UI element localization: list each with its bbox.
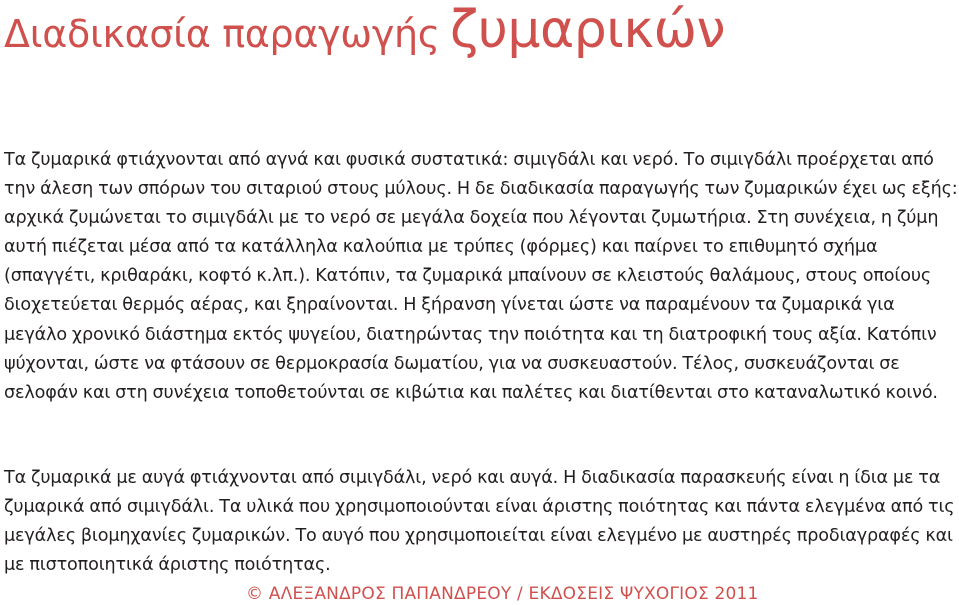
page-title [4,0,726,60]
copyright-footer: © ΑΛΕΞΑΝΔΡΟΣ ΠΑΠΑΝΔΡΕΟΥ / ΕΚΔΟΣΕΙΣ ΨΥΧΟΓΙΟΣ 2011 [246,584,759,604]
title-part-pasta: ζυμαρικών [449,0,726,60]
title-part-process: Διαδικασία παραγωγής [4,12,440,56]
paragraph-egg-pasta: Τα ζυμαρικά με αυγά φτιάχνονται από σιμιγδάλι, νερό και αυγά. Η διαδικασία παρασκευής είναι η ίδια με τα ζυμαρικά από σιμιγδάλι. Τα υλικά που χρησιμοποιούνται είναι άριστης ποιότητας και πάντα ελεγμένα από τις μεγάλες βιομηχανίες ζυμαρικών. Το αυγό που χρησιμοποιείται είναι ελεγμένο με αυστηρές προδιαγραφές και με πιστοποιητικά άριστης ποιότητας. [4,468,955,576]
paragraph-semolina-pasta: Τα ζυμαρικά φτιάχνονται από αγνά και φυσικά συστατικά: σιμιγδάλι και νερό. Το σιμιγδάλι προέρχεται από την άλεση των σπόρων του σιταριού στους μύλους. Η δε διαδικασία παραγωγής των ζυμαρικών έχει ως εξής: αρχικά ζυμώνεται το σιμιγδάλι με το νερό σε μεγάλα δοχεία που λέγονται ζυμωτήρια. Στη συνέχεια, η ζύμη αυτή πιέζεται μέσα από τα κατάλληλα καλούπια με τρύπες (φόρμες) και παίρνει το επιθυμητό σχήμα (σπαγγέτι, κριθαράκι, κοφτό κ.λπ.). Κατόπιν, τα ζυμαρικά μπαίνουν σε κλειστούς θαλάμους, στους οποίους διοχετεύεται θερμός αέρας, και ξηραίνονται. Η ξήρανση γίνεται ώστε να παραμένουν τα ζυμαρικά για μεγάλο χρονικό διάστημα εκτός ψυγείου, διατηρώντας την ποιότητα και τη διατροφική τους αξία. Κατόπιν ψύχονται, ώστε να φτάσουν σε θερμοκρασία δωματίου, για να συσκευαστούν. Τέλος, συσκευάζονται σε σελοφάν και στη συνέχεια τοποθετούνται σε κιβώτια και παλέτες και διατίθενται στο καταναλωτικό κοινό. [4,150,958,403]
